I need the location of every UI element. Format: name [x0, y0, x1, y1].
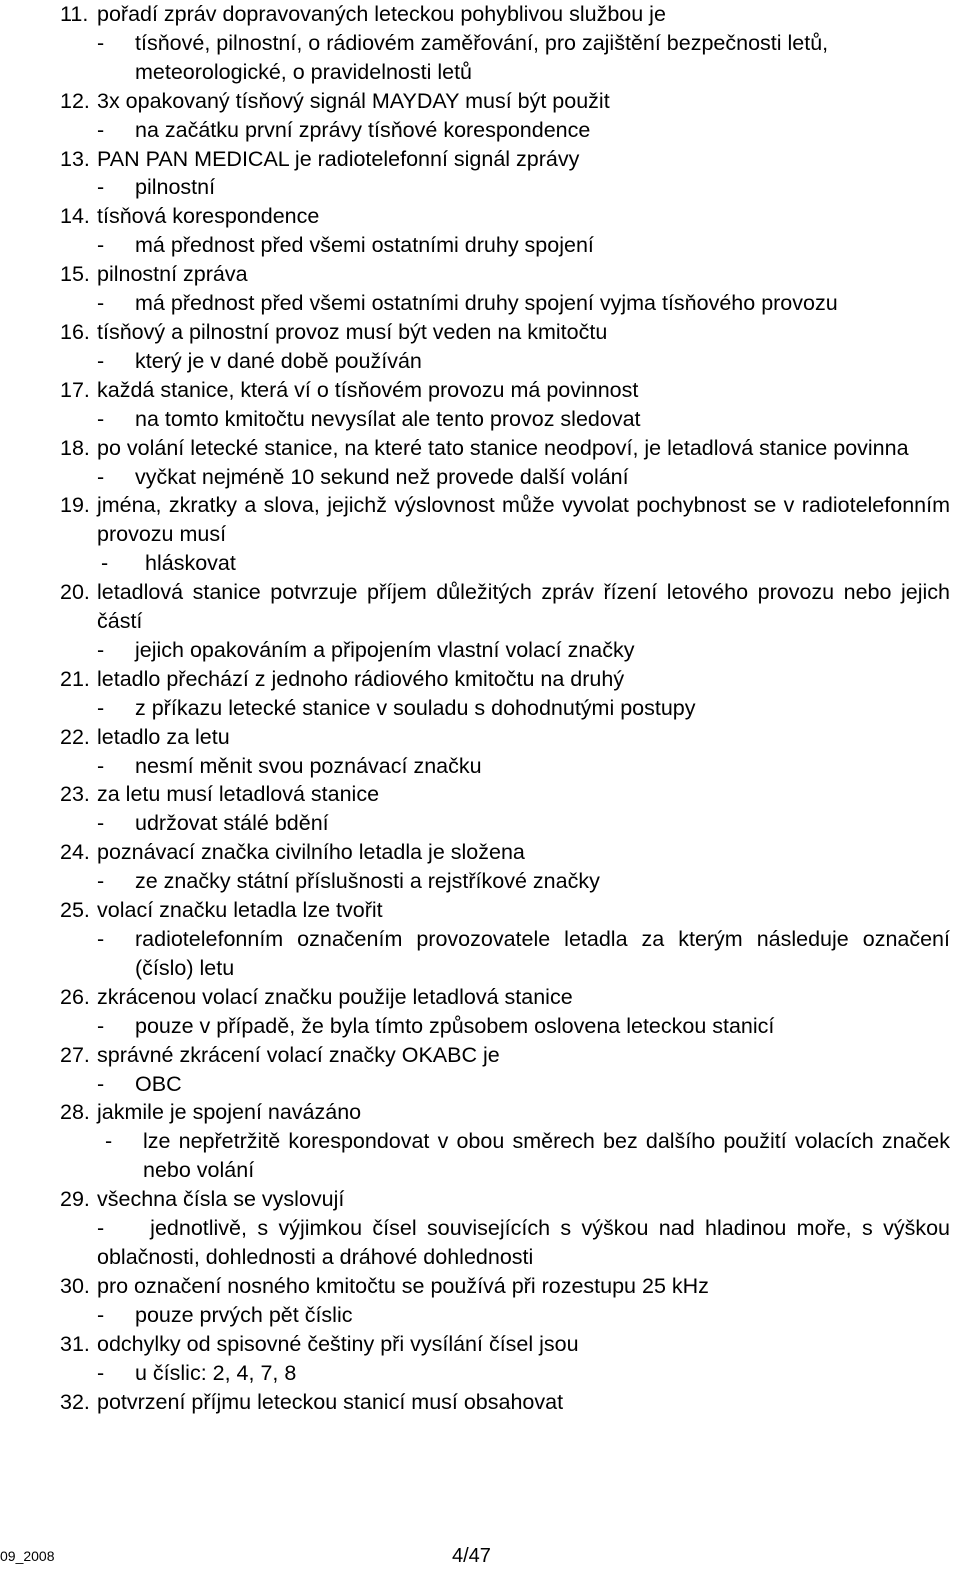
answer-text: pilnostní — [135, 175, 216, 200]
list-item — [60, 1388, 950, 1417]
list-item — [60, 896, 950, 983]
item-number: 20. — [60, 580, 90, 605]
item-number: 16. — [60, 319, 90, 344]
item-number: 32. — [60, 1389, 90, 1414]
answer-text: nesmí měnit svou poznávací značku — [135, 753, 482, 778]
answer-text: na začátku první zprávy tísňové korespondence — [135, 117, 591, 142]
item-question: jména, zkratky a slova, jejichž výslovnost může vyvolat pochybnost se v radiotelefonním provozu musí — [97, 493, 950, 547]
answer-text: udržovat stálé bdění — [135, 811, 329, 836]
item-question: letadlo přechází z jednoho rádiového kmitočtu na druhý — [97, 666, 625, 691]
item-answer — [97, 29, 950, 87]
answer-text: vyčkat nejméně 10 sekund než provede další volání — [135, 464, 629, 489]
answer-dash: - — [97, 117, 105, 142]
list-item — [60, 260, 950, 318]
item-question: po volání letecké stanice, na které tato stanice neodpoví, je letadlová stanice povinna — [97, 435, 909, 460]
item-number: 11. — [60, 2, 89, 26]
answer-dash: - — [97, 30, 105, 55]
answer-text: hláskovat — [145, 551, 236, 576]
list-item — [60, 1041, 950, 1099]
answer-text: OBC — [135, 1071, 182, 1096]
item-answer — [97, 636, 950, 665]
item-question: pilnostní zpráva — [97, 262, 248, 287]
item-answer — [97, 1070, 950, 1099]
item-answer — [97, 405, 950, 434]
answer-dash-inline: - — [97, 1216, 105, 1241]
list-item — [60, 723, 950, 781]
answer-text: na tomto kmitočtu nevysílat ale tento provoz sledovat — [135, 406, 641, 431]
item-question: tísňová korespondence — [97, 204, 320, 229]
footer-page-number: 4/47 — [452, 1545, 491, 1567]
list-item — [60, 578, 950, 665]
answer-dash: - — [97, 869, 105, 894]
answer-dash: - — [97, 1302, 105, 1327]
item-number: 29. — [60, 1187, 90, 1212]
item-question: pořadí zpráv dopravovaných leteckou pohyblivou službou je — [97, 2, 666, 26]
item-number: 27. — [60, 1042, 90, 1067]
list-item — [60, 202, 950, 260]
item-answer — [97, 347, 950, 376]
item-number: 17. — [60, 377, 90, 402]
item-number: 19. — [60, 493, 90, 518]
item-answer — [97, 289, 950, 318]
item-number: 30. — [60, 1273, 90, 1298]
answer-dash: - — [97, 695, 105, 720]
item-answer — [97, 231, 950, 260]
list-item — [60, 145, 950, 203]
answer-text: má přednost před všemi ostatními druhy spojení — [135, 233, 594, 258]
answer-text: pouze prvých pět číslic — [135, 1302, 353, 1327]
item-answer — [97, 1301, 950, 1330]
list-item — [60, 376, 950, 434]
answer-text: pouze v případě, že byla tímto způsobem oslovena leteckou stanicí — [135, 1013, 775, 1038]
item-question: volací značku letadla lze tvořit — [97, 898, 383, 923]
answer-text: tísňové, pilnostní, o rádiovém zaměřování, pro zajištění bezpečnosti letů, meteorologické, o pravidelnosti letů — [135, 30, 829, 84]
answer-text — [97, 1214, 950, 1272]
footer-document-code: 09_2008 — [0, 1548, 55, 1564]
answer-dash: - — [97, 811, 105, 836]
answer-text: jejich opakováním a připojením vlastní volací značky — [135, 637, 635, 662]
list-item — [60, 1098, 950, 1185]
item-question: letadlová stanice potvrzuje příjem důležitých zpráv řízení letového provozu nebo jejich částí — [97, 580, 950, 634]
item-number: 12. — [60, 88, 90, 113]
answer-dash: - — [97, 233, 105, 258]
item-question: tísňový a pilnostní provoz musí být veden na kmitočtu — [97, 319, 608, 344]
item-answer — [97, 1359, 950, 1388]
item-number: 13. — [60, 146, 90, 171]
item-answer — [97, 463, 950, 492]
answer-text: radiotelefonním označením provozovatele letadla za kterým následuje označení (číslo) letu — [135, 927, 950, 980]
answer-text: u číslic: 2, 4, 7, 8 — [135, 1360, 297, 1385]
item-answer — [97, 809, 950, 838]
item-answer — [105, 1127, 950, 1185]
item-question: odchylky od spisovné češtiny při vysílání čísel jsou — [97, 1331, 579, 1356]
item-question: potvrzení příjmu leteckou stanicí musí obsahovat — [97, 1389, 564, 1414]
item-number: 14. — [60, 204, 90, 229]
item-question: letadlo za letu — [97, 724, 230, 749]
item-question: správné zkrácení volací značky OKABC je — [97, 1042, 500, 1067]
item-question: poznávací značka civilního letadla je složena — [97, 840, 525, 865]
item-number: 22. — [60, 724, 90, 749]
answer-text-inline: jednotlivě, s výjimkou čísel souvisejících s výškou nad hladinou moře, s výškou oblačnosti, dohlednosti a dráhové dohlednosti — [97, 1216, 950, 1269]
item-number: 26. — [60, 984, 90, 1009]
item-answer — [97, 867, 950, 896]
answer-dash: - — [105, 1129, 113, 1154]
item-answer — [97, 116, 950, 145]
answer-dash: - — [97, 927, 105, 951]
item-question: pro označení nosného kmitočtu se používá při rozestupu 25 kHz — [97, 1273, 709, 1298]
item-question: jakmile je spojení navázáno — [97, 1100, 362, 1125]
answer-text: z příkazu letecké stanice v souladu s dohodnutými postupy — [135, 695, 696, 720]
list-item — [60, 1185, 950, 1272]
answer-dash: - — [97, 291, 105, 316]
answer-dash: - — [97, 406, 105, 431]
item-number: 18. — [60, 435, 90, 460]
item-number: 24. — [60, 840, 90, 865]
answer-dash: - — [97, 175, 105, 200]
item-number: 21. — [60, 666, 90, 691]
item-number: 31. — [60, 1331, 90, 1356]
item-question: za letu musí letadlová stanice — [97, 782, 380, 807]
list-item — [60, 838, 950, 896]
item-question: PAN PAN MEDICAL je radiotelefonní signál zprávy — [97, 146, 580, 171]
answer-dash: - — [97, 1071, 105, 1096]
item-answer — [97, 1012, 950, 1041]
answer-text: který je v dané době používán — [135, 348, 422, 373]
answer-dash: - — [97, 348, 105, 373]
list-item — [60, 434, 950, 492]
list-item — [60, 665, 950, 723]
answer-dash: - — [97, 637, 105, 662]
item-question: všechna čísla se vyslovují — [97, 1187, 345, 1212]
item-question: zkrácenou volací značku použije letadlová stanice — [97, 984, 573, 1009]
answer-dash: - — [97, 1013, 105, 1038]
item-answer — [97, 1214, 950, 1272]
list-item — [60, 87, 950, 145]
answer-dash: - — [97, 464, 105, 489]
item-question: každá stanice, která ví o tísňovém provozu má povinnost — [97, 377, 639, 402]
item-answer — [97, 752, 950, 781]
list-item — [60, 1330, 950, 1388]
item-answer — [97, 173, 950, 202]
item-number: 15. — [60, 262, 90, 287]
answer-dash: - — [97, 1360, 105, 1385]
item-number: 25. — [60, 898, 90, 923]
item-number: 28. — [60, 1100, 90, 1125]
document-body — [60, 0, 950, 1416]
answer-dash: - — [101, 551, 109, 576]
answer-text: lze nepřetržitě korespondovat v obou směrech bez dalšího použití volacích značek nebo volání — [143, 1129, 950, 1183]
item-answer — [97, 925, 950, 983]
list-item — [60, 0, 950, 87]
list-item — [60, 983, 950, 1041]
item-answer — [97, 694, 950, 723]
answer-text: má přednost před všemi ostatními druhy spojení vyjma tísňového provozu — [135, 291, 838, 316]
item-number: 23. — [60, 782, 90, 807]
answer-dash: - — [97, 753, 105, 778]
item-answer — [101, 549, 950, 578]
list-item — [60, 780, 950, 838]
list-item — [60, 318, 950, 376]
list-item — [60, 491, 950, 578]
list-item — [60, 1272, 950, 1330]
answer-text: ze značky státní příslušnosti a rejstříkové značky — [135, 869, 600, 894]
item-question: 3x opakovaný tísňový signál MAYDAY musí být použit — [97, 88, 610, 113]
